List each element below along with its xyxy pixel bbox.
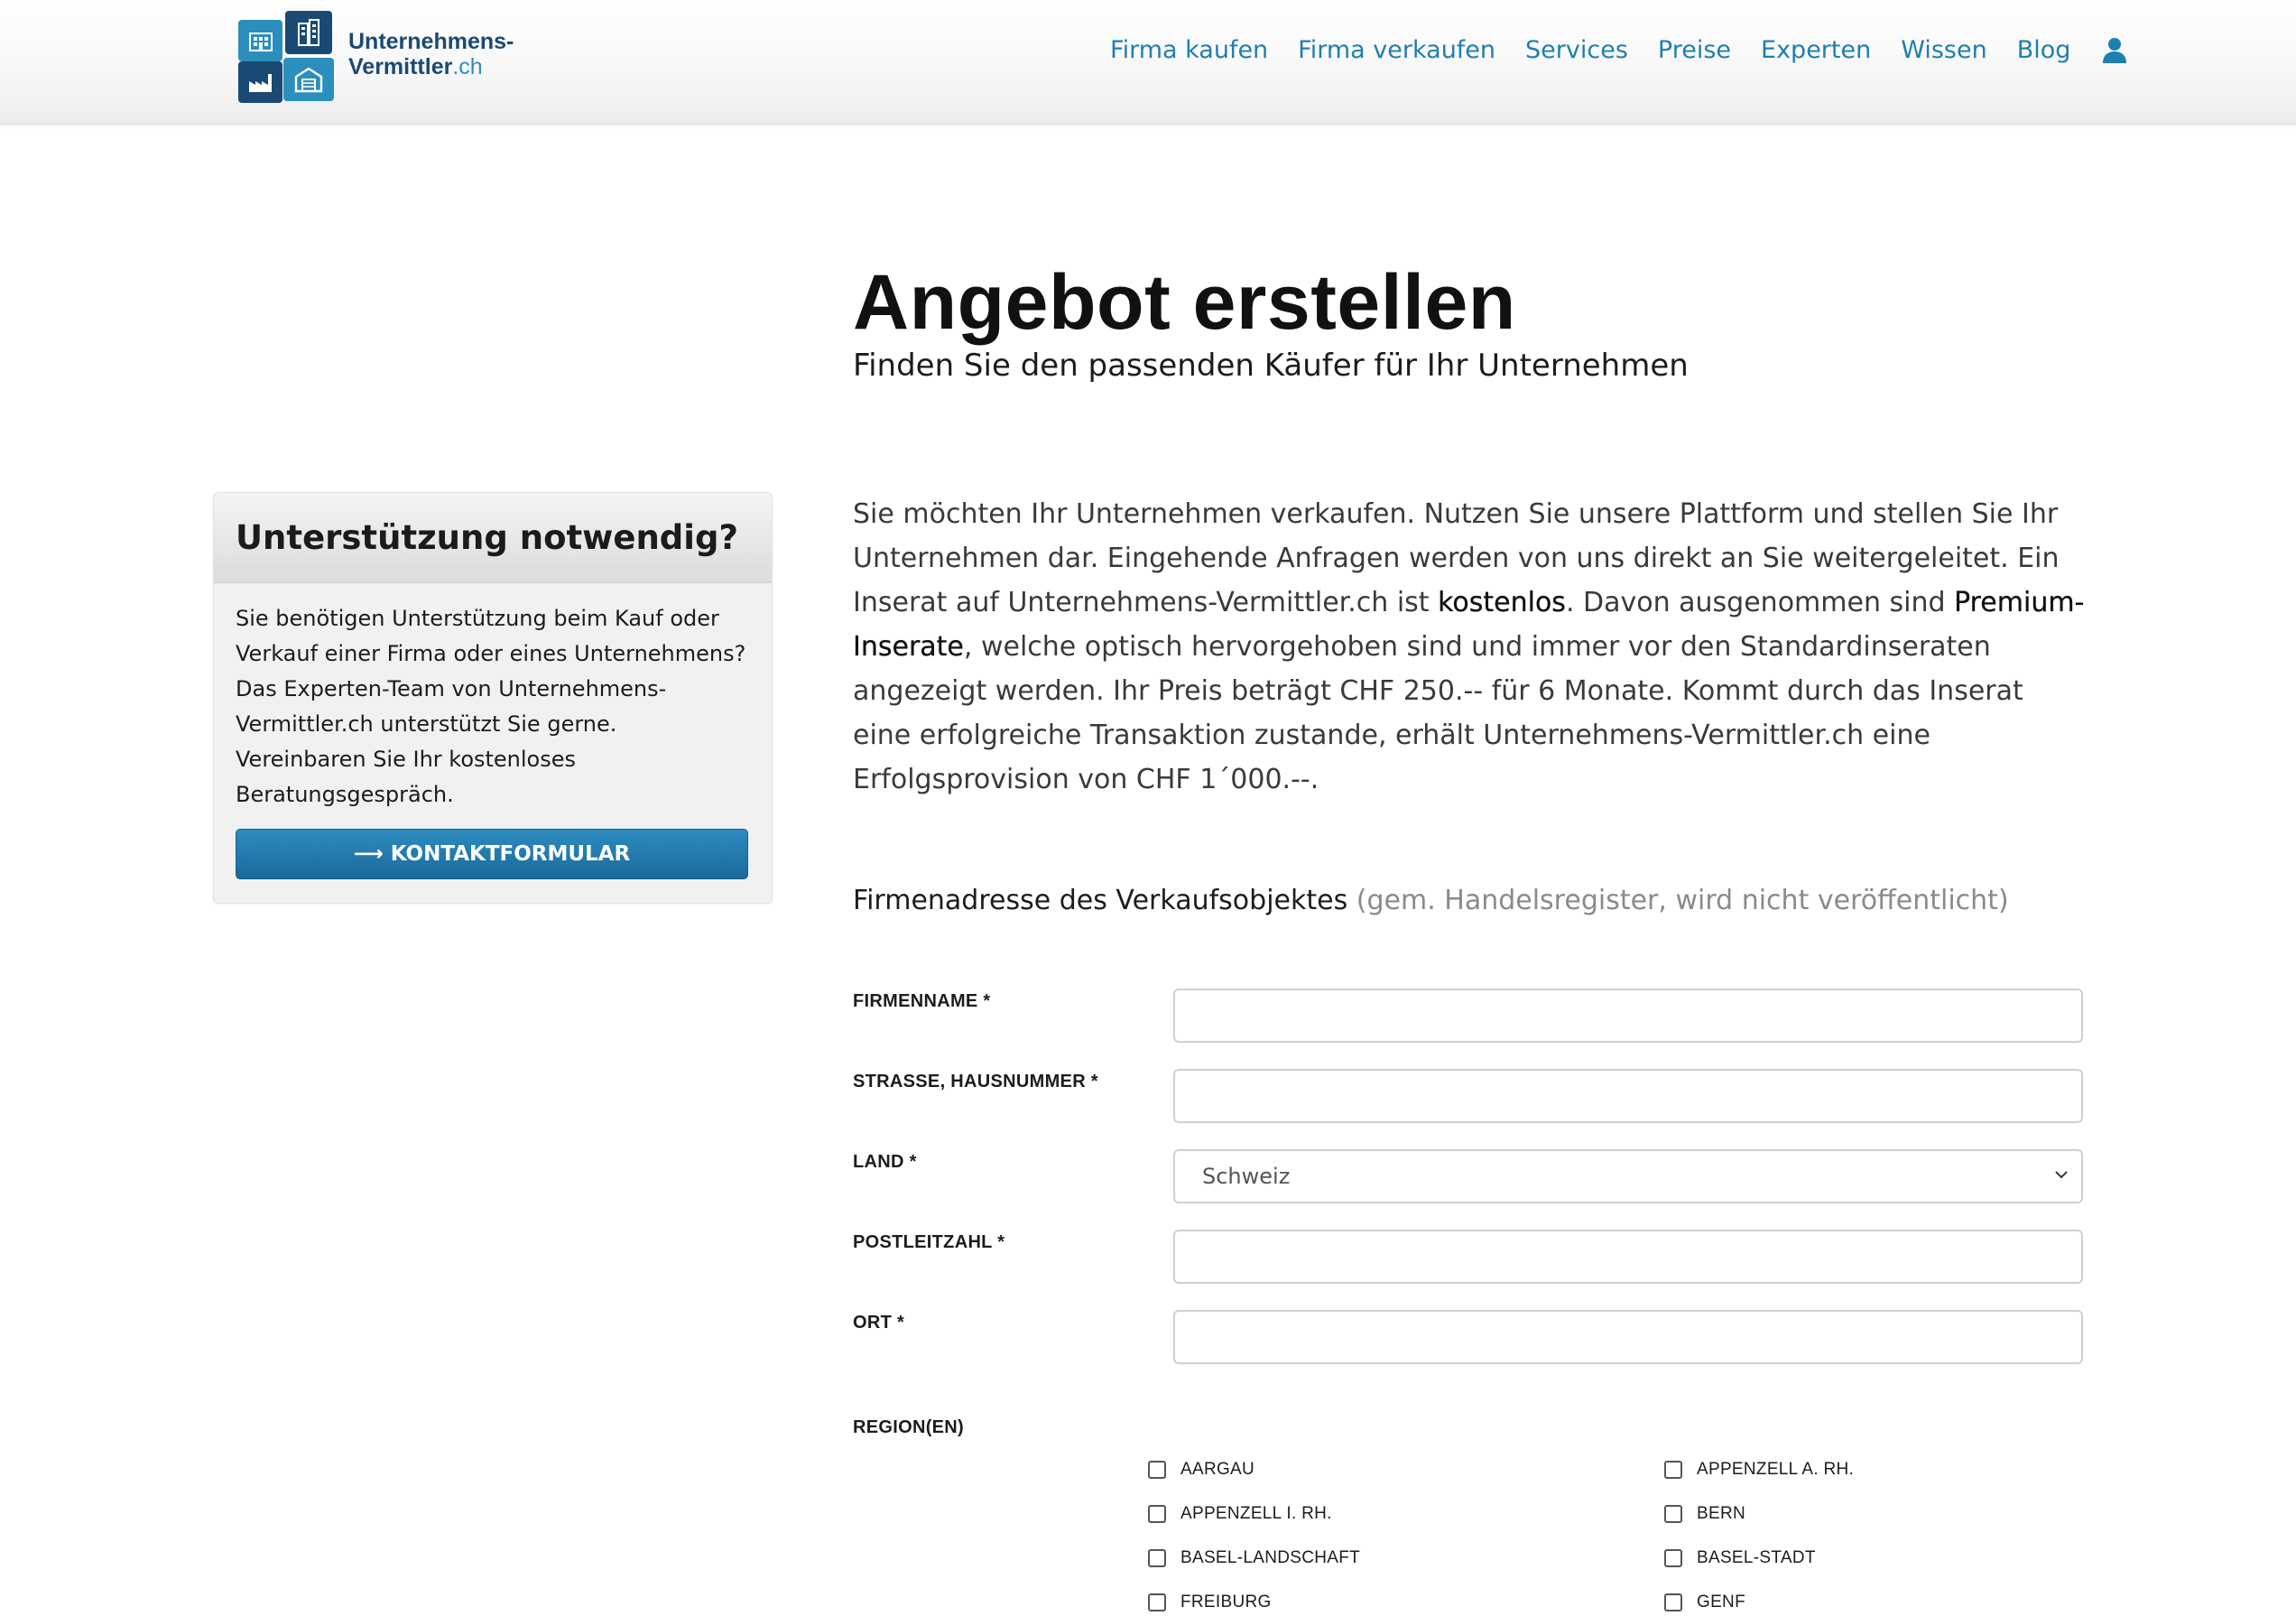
region-label: APPENZELL I. RH. — [1180, 1504, 1332, 1523]
region-checkbox[interactable] — [1148, 1505, 1166, 1523]
contact-form-button[interactable]: ⟶ KONTAKTFORMULAR — [236, 829, 748, 879]
address-section-note: (gem. Handelsregister, wird nicht veröffentlicht) — [1356, 885, 2009, 916]
title-block — [853, 257, 1689, 384]
factory-icon — [238, 61, 282, 103]
logo-line-2 — [348, 54, 514, 79]
nav-firma-verkaufen[interactable]: Firma verkaufen — [1298, 36, 1496, 64]
building-icon — [238, 20, 282, 61]
region-item[interactable] — [1148, 1593, 1272, 1612]
nav-wissen[interactable]: Wissen — [1901, 36, 1987, 64]
firmenname-label: FIRMENNAME * — [853, 991, 991, 1011]
region-item[interactable] — [1664, 1504, 1745, 1524]
region-item[interactable] — [1664, 1460, 1854, 1480]
nav-services[interactable]: Services — [1525, 36, 1628, 64]
intro-kostenlos: kostenlos — [1438, 587, 1566, 618]
region-checkbox[interactable] — [1148, 1549, 1166, 1567]
plz-label: POSTLEITZAHL * — [853, 1232, 1005, 1252]
strasse-label: STRASSE, HAUSNUMMER * — [853, 1072, 1098, 1091]
region-label: BASEL-STADT — [1697, 1548, 1816, 1567]
support-card — [213, 492, 773, 904]
region-label: FREIBURG — [1180, 1593, 1272, 1611]
region-item[interactable] — [1148, 1460, 1254, 1480]
region-checkbox[interactable] — [1148, 1461, 1166, 1479]
region-label: GENF — [1697, 1593, 1745, 1611]
site-logo[interactable] — [236, 9, 525, 101]
region-checkbox[interactable] — [1148, 1593, 1166, 1611]
region-label: AARGAU — [1180, 1460, 1255, 1479]
page-subtitle: Finden Sie den passenden Käufer für Ihr Unternehmen — [853, 348, 1689, 384]
region-checkbox[interactable] — [1664, 1461, 1682, 1479]
support-card-header — [214, 493, 772, 583]
address-section-title: Firmenadresse des Verkaufsobjektes — [853, 885, 1348, 916]
logo-wordmark — [348, 29, 514, 79]
land-label: LAND * — [853, 1152, 917, 1172]
region-item[interactable] — [1664, 1593, 1745, 1612]
logo-line-1: Unternehmens- — [348, 29, 514, 54]
nav-preise[interactable]: Preise — [1657, 36, 1732, 64]
user-icon[interactable] — [2102, 37, 2127, 64]
land-select[interactable] — [1173, 1149, 2083, 1203]
intro-premium: Premium-Inserate — [853, 587, 2085, 663]
address-section-heading — [853, 885, 2009, 916]
nav-blog[interactable]: Blog — [2016, 36, 2071, 64]
strasse-input[interactable] — [1173, 1069, 2083, 1123]
nav-experten[interactable]: Experten — [1761, 36, 1872, 64]
firmenname-input[interactable] — [1173, 989, 2083, 1043]
intro-part-2: . Davon ausgenommen sind — [1565, 587, 1955, 618]
land-select-value: Schweiz — [1202, 1164, 1291, 1189]
logo-vermittler: Vermittler — [348, 54, 453, 79]
nav-firma-kaufen[interactable]: Firma kaufen — [1110, 36, 1269, 64]
support-card-text: Sie benötigen Unterstützung beim Kauf oder Verkauf einer Firma oder eines Unternehmens? Das Experten-Team von Unternehmens-Vermittler.ch unterstützt Sie gerne. Vereinbaren Sie Ihr kostenloses Beratungsgespräch. — [236, 606, 746, 807]
intro-part-1: Sie möchten Ihr Unternehmen verkaufen. Nutzen Sie unsere Plattform und stellen Sie Ihr Unternehmen dar. Eingehende Anfragen werden von uns direkt an Sie weitergeleitet. Ein Inserat auf Unternehmens-Vermittler.ch ist — [853, 498, 2060, 618]
chevron-down-icon — [2052, 1166, 2070, 1184]
page-title: Angebot erstellen — [853, 259, 1516, 346]
region-checkbox[interactable] — [1664, 1593, 1682, 1611]
region-item[interactable] — [1148, 1504, 1332, 1524]
support-card-title: Unterstützung notwendig? — [236, 518, 738, 557]
ort-label: ORT * — [853, 1313, 905, 1333]
region-item[interactable] — [1148, 1548, 1360, 1568]
region-checkbox[interactable] — [1664, 1505, 1682, 1523]
region-label: APPENZELL A. RH. — [1697, 1460, 1855, 1479]
region-checkbox[interactable] — [1664, 1549, 1682, 1567]
plz-input[interactable] — [1173, 1230, 2083, 1284]
region-label: BERN — [1697, 1504, 1745, 1523]
main-nav — [1110, 36, 2127, 64]
region-label: BASEL-LANDSCHAFT — [1180, 1548, 1361, 1567]
region-item[interactable] — [1664, 1548, 1816, 1568]
warehouse-icon — [283, 58, 334, 101]
logo-mark — [236, 9, 334, 101]
ort-input[interactable] — [1173, 1310, 2083, 1364]
regions-label: REGION(EN) — [853, 1417, 964, 1437]
site-header — [0, 0, 2296, 125]
intro-part-3: , welche optisch hervorgehoben sind und immer vor den Standardinseraten angezeigt werden. Ihr Preis beträgt CHF 250.-- für 6 Monate. Kommt durch das Inserat eine erfolgreiche Transaktion zustande, erhält Unternehmens-Vermittler.ch eine Erfolgsprovision von CHF 1´000.--. — [853, 631, 2023, 795]
logo-ch: .ch — [452, 54, 483, 79]
office-tower-icon — [285, 11, 332, 54]
intro-text — [853, 492, 2089, 802]
